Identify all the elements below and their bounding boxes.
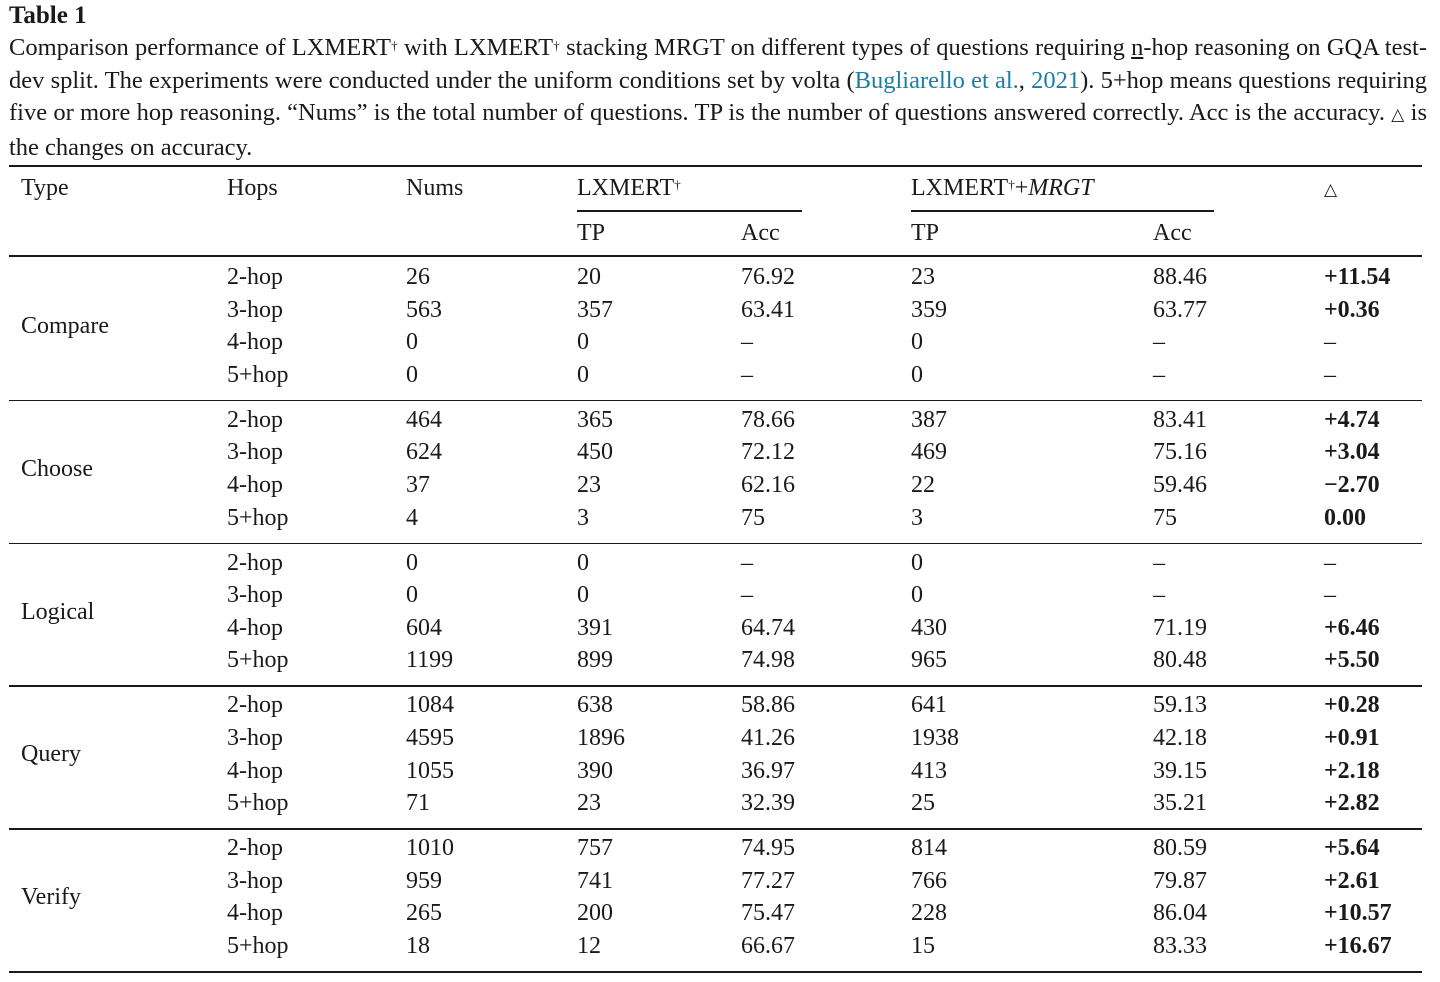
header-lxmert-label: LXMERT [911, 175, 1009, 201]
cell-lxmert-tp: 757 [577, 835, 613, 862]
cell-mrgt-acc: 35.21 [1153, 790, 1207, 817]
cell-hops: 3-hop [227, 296, 283, 323]
cell-delta: +10.57 [1324, 900, 1392, 927]
cell-lxmert-acc: 72.12 [741, 439, 795, 466]
cell-lxmert-tp: 3 [577, 504, 589, 531]
cell-lxmert-acc: – [741, 549, 753, 576]
caption-text: , [1018, 66, 1032, 94]
cell-hops: 2-hop [227, 835, 283, 862]
cell-delta: +2.82 [1324, 790, 1380, 817]
cell-lxmert-tp: 12 [577, 933, 601, 959]
cell-hops: 5+hop [227, 647, 289, 674]
cell-nums: 265 [406, 900, 442, 927]
cell-nums: 26 [406, 264, 430, 290]
cell-mrgt-tp: 0 [911, 329, 923, 356]
cell-mrgt-acc: 75.16 [1153, 439, 1207, 466]
cell-delta: +2.18 [1324, 757, 1380, 784]
header-acc-2: Acc [1153, 220, 1192, 246]
cell-nums: 4 [406, 504, 418, 531]
cell-mrgt-tp: 1938 [911, 725, 959, 751]
cell-mrgt-acc: 88.46 [1153, 264, 1207, 290]
cell-lxmert-acc: 36.97 [741, 757, 795, 784]
header-delta-icon: △ [1324, 180, 1338, 199]
cell-lxmert-acc: 75.47 [741, 900, 795, 927]
caption-text: -hop reasoning on GQA test-dev split. The experiments were conducted under the uniform conditions set by volta ( [9, 34, 1427, 94]
cell-hops: 5+hop [227, 504, 289, 531]
cell-mrgt-acc: 80.48 [1153, 647, 1207, 674]
cell-hops: 2-hop [227, 406, 283, 433]
table-bottom-rule [9, 971, 1422, 973]
group-separator-rule [9, 543, 1422, 545]
cell-nums: 0 [406, 549, 418, 576]
header-hops: Hops [227, 175, 278, 201]
cell-delta: – [1324, 329, 1336, 356]
header-subrule-lxmert [577, 210, 802, 212]
header-lxmert [577, 173, 681, 203]
cell-nums: 563 [406, 296, 442, 323]
cell-nums: 1010 [406, 835, 454, 862]
cell-hops: 4-hop [227, 757, 283, 784]
cell-lxmert-tp: 450 [577, 439, 613, 466]
citation-link-authors[interactable]: Bugliarello et al. [854, 66, 1019, 94]
cell-nums: 37 [406, 472, 430, 498]
cell-lxmert-tp: 200 [577, 900, 613, 927]
cell-lxmert-acc: 32.39 [741, 790, 795, 817]
cell-mrgt-acc: – [1153, 361, 1165, 388]
cell-lxmert-tp: 0 [577, 329, 589, 356]
cell-hops: 3-hop [227, 725, 283, 751]
cell-nums: 604 [406, 614, 442, 641]
header-lxmert-label: LXMERT [577, 175, 675, 201]
cell-lxmert-tp: 357 [577, 296, 613, 323]
cell-mrgt-tp: 413 [911, 757, 947, 784]
cell-nums: 0 [406, 582, 418, 609]
cell-mrgt-tp: 359 [911, 296, 947, 323]
cell-lxmert-acc: 41.26 [741, 725, 795, 751]
cell-mrgt-tp: 641 [911, 692, 947, 719]
cell-hops: 4-hop [227, 472, 283, 498]
caption-text: with LXMERT [397, 34, 554, 61]
cell-delta: +5.64 [1324, 835, 1380, 862]
cell-hops: 3-hop [227, 582, 283, 609]
caption-n-underlined: n [1131, 34, 1144, 61]
cell-hops: 2-hop [227, 692, 283, 719]
cell-nums: 959 [406, 867, 442, 894]
table-caption [9, 32, 1427, 164]
cell-nums: 624 [406, 439, 442, 466]
cell-lxmert-acc: – [741, 329, 753, 356]
cell-mrgt-acc: – [1153, 329, 1165, 356]
cell-mrgt-tp: 387 [911, 406, 947, 433]
caption-text: stacking MRGT on different types of questions requiring [559, 34, 1132, 61]
cell-mrgt-tp: 469 [911, 439, 947, 466]
cell-mrgt-acc: 39.15 [1153, 757, 1207, 784]
cell-lxmert-tp: 20 [577, 264, 601, 290]
cell-delta: −2.70 [1324, 472, 1380, 498]
cell-mrgt-acc: 71.19 [1153, 614, 1207, 641]
header-plus: + [1014, 175, 1029, 201]
cell-mrgt-tp: 23 [911, 264, 935, 290]
cell-lxmert-acc: 63.41 [741, 296, 795, 323]
cell-mrgt-tp: 965 [911, 647, 947, 674]
cell-hops: 5+hop [227, 790, 289, 817]
cell-hops: 4-hop [227, 614, 283, 641]
cell-delta: – [1324, 582, 1336, 609]
cell-nums: 0 [406, 361, 418, 388]
cell-nums: 4595 [406, 725, 454, 751]
cell-lxmert-tp: 365 [577, 406, 613, 433]
caption-text: is the changes on accuracy. [9, 99, 1428, 161]
dagger-mark: † [391, 38, 398, 53]
cell-mrgt-tp: 22 [911, 472, 935, 498]
cell-mrgt-acc: 59.13 [1153, 692, 1207, 719]
cell-lxmert-acc: 76.92 [741, 264, 795, 290]
delta-triangle-icon: △ [1391, 105, 1405, 124]
cell-delta: +11.54 [1324, 264, 1391, 290]
cell-mrgt-tp: 228 [911, 900, 947, 927]
cell-nums: 71 [406, 790, 430, 817]
cell-lxmert-tp: 0 [577, 549, 589, 576]
cell-hops: 2-hop [227, 264, 283, 290]
header-acc-1: Acc [741, 220, 780, 246]
cell-hops: 2-hop [227, 549, 283, 576]
cell-mrgt-acc: – [1153, 582, 1165, 609]
cell-delta: +0.91 [1324, 725, 1380, 751]
cell-mrgt-tp: 3 [911, 504, 923, 531]
cell-mrgt-acc: 42.18 [1153, 725, 1207, 751]
group-separator-rule [9, 828, 1422, 830]
dagger-mark: † [1008, 177, 1015, 192]
cell-hops: 4-hop [227, 329, 283, 356]
group-separator-rule [9, 400, 1422, 402]
cell-lxmert-tp: 638 [577, 692, 613, 719]
caption-text: ). 5+hop means questions requiring five or more hop reasoning. “Nums” is the total number of questions. TP is the number of questions answered correctly. Acc is the accuracy. [9, 66, 1428, 126]
cell-lxmert-acc: 75 [741, 504, 765, 531]
cell-nums: 18 [406, 933, 430, 959]
cell-lxmert-acc: 74.95 [741, 835, 795, 862]
cell-lxmert-acc: 78.66 [741, 406, 795, 433]
cell-delta: +3.04 [1324, 439, 1380, 466]
cell-nums: 1055 [406, 757, 454, 784]
cell-mrgt-acc: 59.46 [1153, 472, 1207, 498]
cell-lxmert-tp: 1896 [577, 725, 625, 751]
cell-delta: – [1324, 549, 1336, 576]
cell-delta: – [1324, 361, 1336, 388]
cell-lxmert-tp: 741 [577, 867, 613, 894]
cell-nums: 1084 [406, 692, 454, 719]
header-lxmert-mrgt [911, 173, 1094, 203]
cell-mrgt-acc: 79.87 [1153, 867, 1207, 894]
cell-lxmert-tp: 23 [577, 790, 601, 817]
header-type: Type [21, 175, 69, 201]
cell-type: Compare [21, 312, 109, 339]
table-top-rule [9, 165, 1422, 167]
citation-link-year[interactable]: 2021 [1031, 66, 1081, 94]
cell-delta: +6.46 [1324, 614, 1380, 641]
group-separator-rule [9, 685, 1422, 687]
cell-mrgt-acc: 83.33 [1153, 933, 1207, 959]
cell-lxmert-tp: 0 [577, 582, 589, 609]
cell-mrgt-acc: 63.77 [1153, 296, 1207, 323]
cell-delta: +16.67 [1324, 933, 1392, 959]
cell-delta: +2.61 [1324, 867, 1380, 894]
cell-lxmert-acc: 74.98 [741, 647, 795, 674]
header-bottom-rule [9, 255, 1422, 257]
header-mrgt-label: MRGT [1028, 175, 1094, 201]
cell-lxmert-tp: 899 [577, 647, 613, 674]
cell-lxmert-tp: 23 [577, 472, 601, 498]
cell-nums: 464 [406, 406, 442, 433]
cell-lxmert-acc: 64.74 [741, 614, 795, 641]
table-label: Table 1 [9, 2, 87, 29]
dagger-mark: † [674, 177, 681, 192]
cell-hops: 3-hop [227, 439, 283, 466]
cell-nums: 1199 [406, 647, 454, 674]
cell-lxmert-acc: 62.16 [741, 472, 795, 498]
caption-text: Comparison performance of LXMERT [9, 34, 391, 61]
cell-mrgt-tp: 0 [911, 549, 923, 576]
cell-mrgt-tp: 766 [911, 867, 947, 894]
cell-delta: +0.36 [1324, 296, 1380, 323]
cell-hops: 5+hop [227, 933, 289, 959]
cell-delta: +4.74 [1324, 406, 1380, 433]
cell-lxmert-tp: 390 [577, 757, 613, 784]
cell-type: Query [21, 741, 81, 768]
cell-type: Choose [21, 455, 93, 482]
cell-lxmert-acc: 77.27 [741, 867, 795, 894]
cell-type: Verify [21, 884, 81, 911]
cell-mrgt-acc: – [1153, 549, 1165, 576]
cell-lxmert-acc: 66.67 [741, 933, 795, 959]
cell-hops: 4-hop [227, 900, 283, 927]
cell-lxmert-acc: – [741, 582, 753, 609]
cell-mrgt-tp: 25 [911, 790, 935, 817]
cell-mrgt-acc: 83.41 [1153, 406, 1207, 433]
cell-delta: +5.50 [1324, 647, 1380, 674]
cell-mrgt-tp: 0 [911, 582, 923, 609]
cell-mrgt-acc: 86.04 [1153, 900, 1207, 927]
header-subrule-mrgt [911, 210, 1214, 212]
cell-mrgt-tp: 15 [911, 933, 935, 959]
cell-lxmert-acc: 58.86 [741, 692, 795, 719]
cell-lxmert-tp: 0 [577, 361, 589, 388]
cell-mrgt-acc: 80.59 [1153, 835, 1207, 862]
cell-delta: 0.00 [1324, 504, 1366, 531]
cell-nums: 0 [406, 329, 418, 356]
header-nums: Nums [406, 175, 464, 201]
cell-type: Logical [21, 598, 95, 625]
cell-delta: +0.28 [1324, 692, 1380, 719]
cell-lxmert-acc: – [741, 361, 753, 388]
cell-hops: 3-hop [227, 867, 283, 894]
cell-mrgt-tp: 814 [911, 835, 947, 862]
cell-hops: 5+hop [227, 361, 289, 388]
cell-mrgt-tp: 430 [911, 614, 947, 641]
header-tp-2: TP [911, 220, 940, 246]
cell-mrgt-acc: 75 [1153, 504, 1177, 531]
header-tp-1: TP [577, 220, 606, 246]
dagger-mark: † [553, 38, 560, 53]
cell-mrgt-tp: 0 [911, 361, 923, 388]
cell-lxmert-tp: 391 [577, 614, 613, 641]
